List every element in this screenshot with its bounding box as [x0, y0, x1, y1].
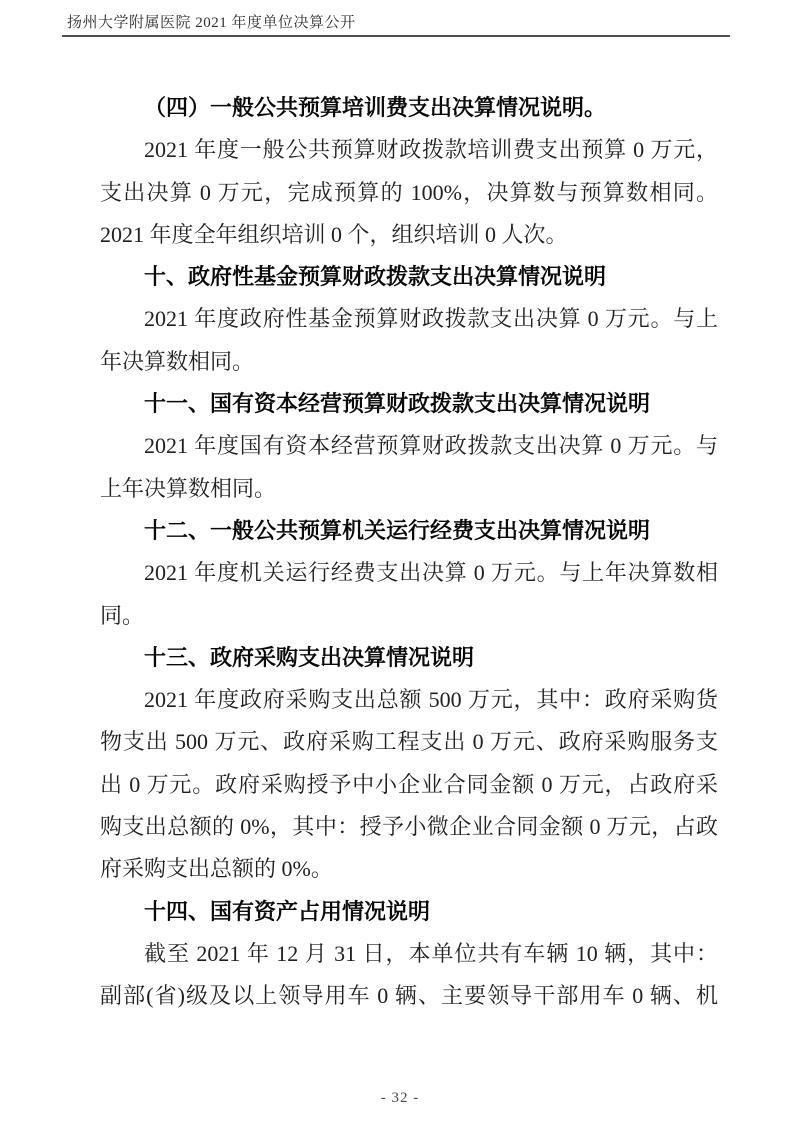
text-line: 2021 年度全年组织培训 0 个，组织培训 0 人次。: [100, 221, 568, 247]
header-title: 扬州大学附属医院 2021 年度单位决算公开: [67, 15, 356, 31]
text-line: 同。: [100, 602, 145, 628]
text-line: 购支出总额的 0%，其中：授予小微企业合同金额 0 万元，占政: [100, 814, 718, 840]
text-line: 截至 2021 年 12 月 31 日，本单位共有车辆 10 辆，其中：: [144, 940, 718, 966]
text-line: 物支出 500 万元、政府采购工程支出 0 万元、政府采购服务支: [100, 729, 718, 755]
text-line: 十三、政府采购支出决算情况说明: [144, 644, 475, 670]
text-line: 支出决算 0 万元，完成预算的 100%，决算数与预算数相同。: [100, 179, 718, 205]
page-footer: [0, 1089, 800, 1107]
header-rule: [62, 35, 730, 37]
text-line: 2021 年度国有资本经营预算财政拨款支出决算 0 万元。与: [144, 433, 718, 459]
text-line: 2021 年度一般公共预算财政拨款培训费支出预算 0 万元，: [144, 137, 718, 163]
text-line: 2021 年度政府性基金预算财政拨款支出决算 0 万元。与上: [144, 306, 718, 332]
text-line: 副部(省)级及以上领导用车 0 辆、主要领导干部用车 0 辆、机: [100, 983, 718, 1009]
text-line: 府采购支出总额的 0%。: [100, 856, 333, 882]
text-line: 年决算数相同。: [100, 348, 255, 374]
page-number: - 32 -: [380, 1090, 420, 1106]
text-line: 十一、国有资本经营预算财政拨款支出决算情况说明: [144, 391, 651, 417]
text-line: （四）一般公共预算培训费支出决算情况说明。: [144, 95, 607, 120]
text-line: 十、政府性基金预算财政拨款支出决算情况说明: [144, 264, 607, 290]
text-line: 十二、一般公共预算机关运行经费支出决算情况说明: [144, 517, 651, 543]
text-line: 上年决算数相同。: [100, 475, 277, 501]
document-body: [100, 87, 718, 1018]
text-line: 2021 年度机关运行经费支出决算 0 万元。与上年决算数相: [144, 560, 718, 586]
text-line: 十四、国有资产占用情况说明: [144, 898, 431, 924]
text-line: 出 0 万元。政府采购授予中小企业合同金额 0 万元，占政府采: [100, 771, 718, 797]
text-line: 2021 年度政府采购支出总额 500 万元，其中：政府采购货: [144, 687, 718, 713]
